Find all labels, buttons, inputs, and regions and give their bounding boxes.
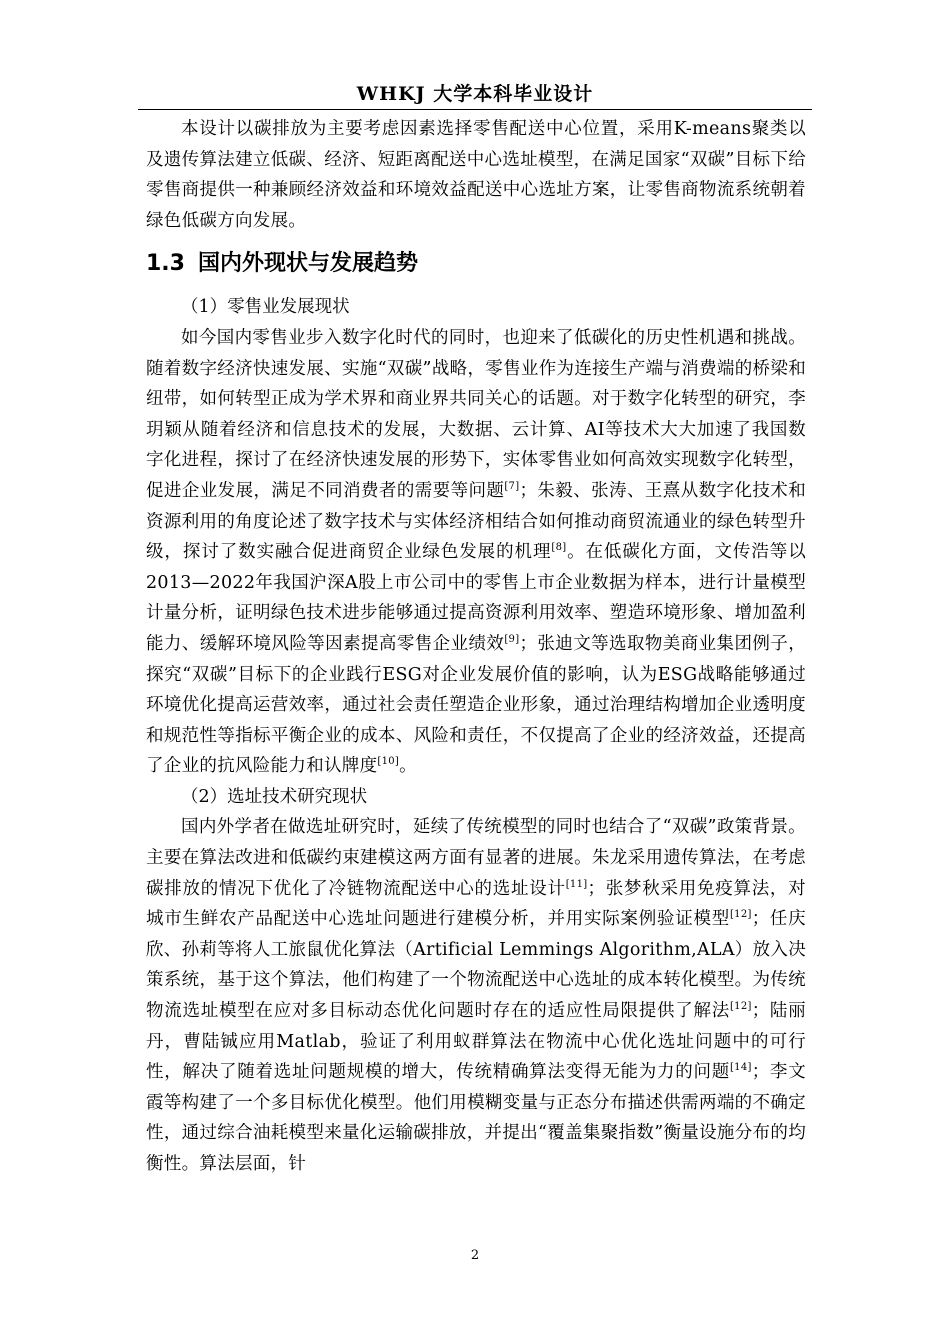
section-number: 1.3 bbox=[146, 251, 185, 277]
paragraph-text: ；张梦秋采用免疫算法，对城市生鲜农产品配送中心选址问题进行建模分析，并用实际案例验证模型 bbox=[146, 878, 806, 930]
paragraph-text: 。在低碳化方面，文传浩等以2013—2022年我国沪深A股上市公司中的零售上市企业数据为样本，进行计量模型计量分析，证明绿色技术进步能够通过提高资源利用效率、塑造环境形象、增加盈利能力、缓解环境风险等因素提高零售企业绩效 bbox=[146, 542, 806, 654]
section-title: 国内外现状与发展趋势 bbox=[198, 251, 419, 277]
subheading-siting: （2）选址技术研究现状 bbox=[181, 786, 368, 807]
citation-ref: [9] bbox=[504, 633, 520, 645]
paragraph-text: 如今国内零售业步入数字化时代的同时，也迎来了低碳化的历史性机遇和挑战。随着数字经济快速发展、实施“双碳”战略，零售业作为连接生产端与消费端的桥梁和纽带，如何转型正成为学术界和商业界共同关心的话题。对于数字化转型的研究，李玥颖从随着经济和信息技术的发展，大数据、云计算、AI等技术大大加速了我国数字化进程，探讨了在经济快速发展的形势下，实体零售业如何高效实现数字化转型，促进企业发展，满足不同消费者的需要等问题 bbox=[146, 327, 806, 501]
citation-ref: [10] bbox=[377, 756, 400, 768]
paragraph-text: ；任庆欣、孙莉等将人工旅鼠优化算法（Artificial Lemmings Algorithm,ALA）放入决策系统，基于这个算法，他们构建了一个物流配送中心选址的成本转化模型。为传统物流选址模型在应对多目标动态优化问题时存在的适应性局限提供了解法 bbox=[146, 909, 806, 1022]
header-rule bbox=[138, 109, 812, 110]
citation-ref: [14] bbox=[729, 1062, 752, 1074]
page-content bbox=[146, 114, 806, 1180]
citation-ref: [12] bbox=[729, 1001, 752, 1013]
paragraph-text: ；李文霞等构建了一个多目标优化模型。他们用模糊变量与正态分布描述供需两端的不确定性，通过综合油耗模型来量化运输碳排放，并提出“覆盖集聚指数”衡量设施分布的均衡性。算法层面，针 bbox=[146, 1062, 806, 1174]
paragraph-text: ；张迪文等选取物美商业集团例子，探究“双碳”目标下的企业践行ESG对企业发展价值的影响，认为ESG战略能够通过环境优化提高运营效率，通过社会责任塑造企业形象，通过治理结构增加企业透明度和规范性等指标平衡企业的成本、风险和责任，不仅提高了企业的经济效益，还提高了企业的抗风险能力和认牌度 bbox=[146, 633, 806, 777]
page-number: 2 bbox=[470, 1248, 480, 1263]
citation-ref: [11] bbox=[565, 878, 588, 890]
intro-paragraph: 本设计以碳排放为主要考虑因素选择零售配送中心位置，采用K-means聚类以及遗传算法建立低碳、经济、短距离配送中心选址模型，在满足国家“双碳”目标下给零售商提供一种兼顾经济效益和环境效益配送中心选址方案，让零售商物流系统朝着绿色低碳方向发展。 bbox=[146, 119, 806, 231]
paragraph-retail bbox=[146, 323, 806, 782]
citation-ref: [8] bbox=[551, 542, 567, 554]
paragraph-text: ；陆丽丹，曹陆铖应用Matlab，验证了利用蚁群算法在物流中心优化选址问题中的可行性，解决了随着选址问题规模的增大，传统精确算法变得无能为力的问题 bbox=[146, 1001, 806, 1083]
section-heading bbox=[146, 236, 806, 292]
paragraph-siting bbox=[146, 812, 806, 1179]
page-header: WHKJ 大学本科毕业设计 bbox=[356, 83, 594, 105]
paragraph-text: 国内外学者在做选址研究时，延续了传统模型的同时也结合了“双碳”政策背景。主要在算法改进和低碳约束建模这两方面有显著的进展。朱龙采用遗传算法，在考虑碳排放的情况下优化了冷链物流配送中心的选址设计 bbox=[146, 817, 806, 899]
citation-ref: [7] bbox=[504, 480, 520, 492]
citation-ref: [12] bbox=[729, 909, 752, 921]
paragraph-text: 。 bbox=[399, 756, 417, 777]
subheading-retail: （1）零售业发展现状 bbox=[181, 297, 350, 318]
paragraph-text: ；朱毅、张涛、王熹从数字化技术和资源利用的角度论述了数字技术与实体经济相结合如何推动商贸流通业的绿色转型升级，探讨了数实融合促进商贸企业绿色发展的机理 bbox=[146, 480, 806, 563]
